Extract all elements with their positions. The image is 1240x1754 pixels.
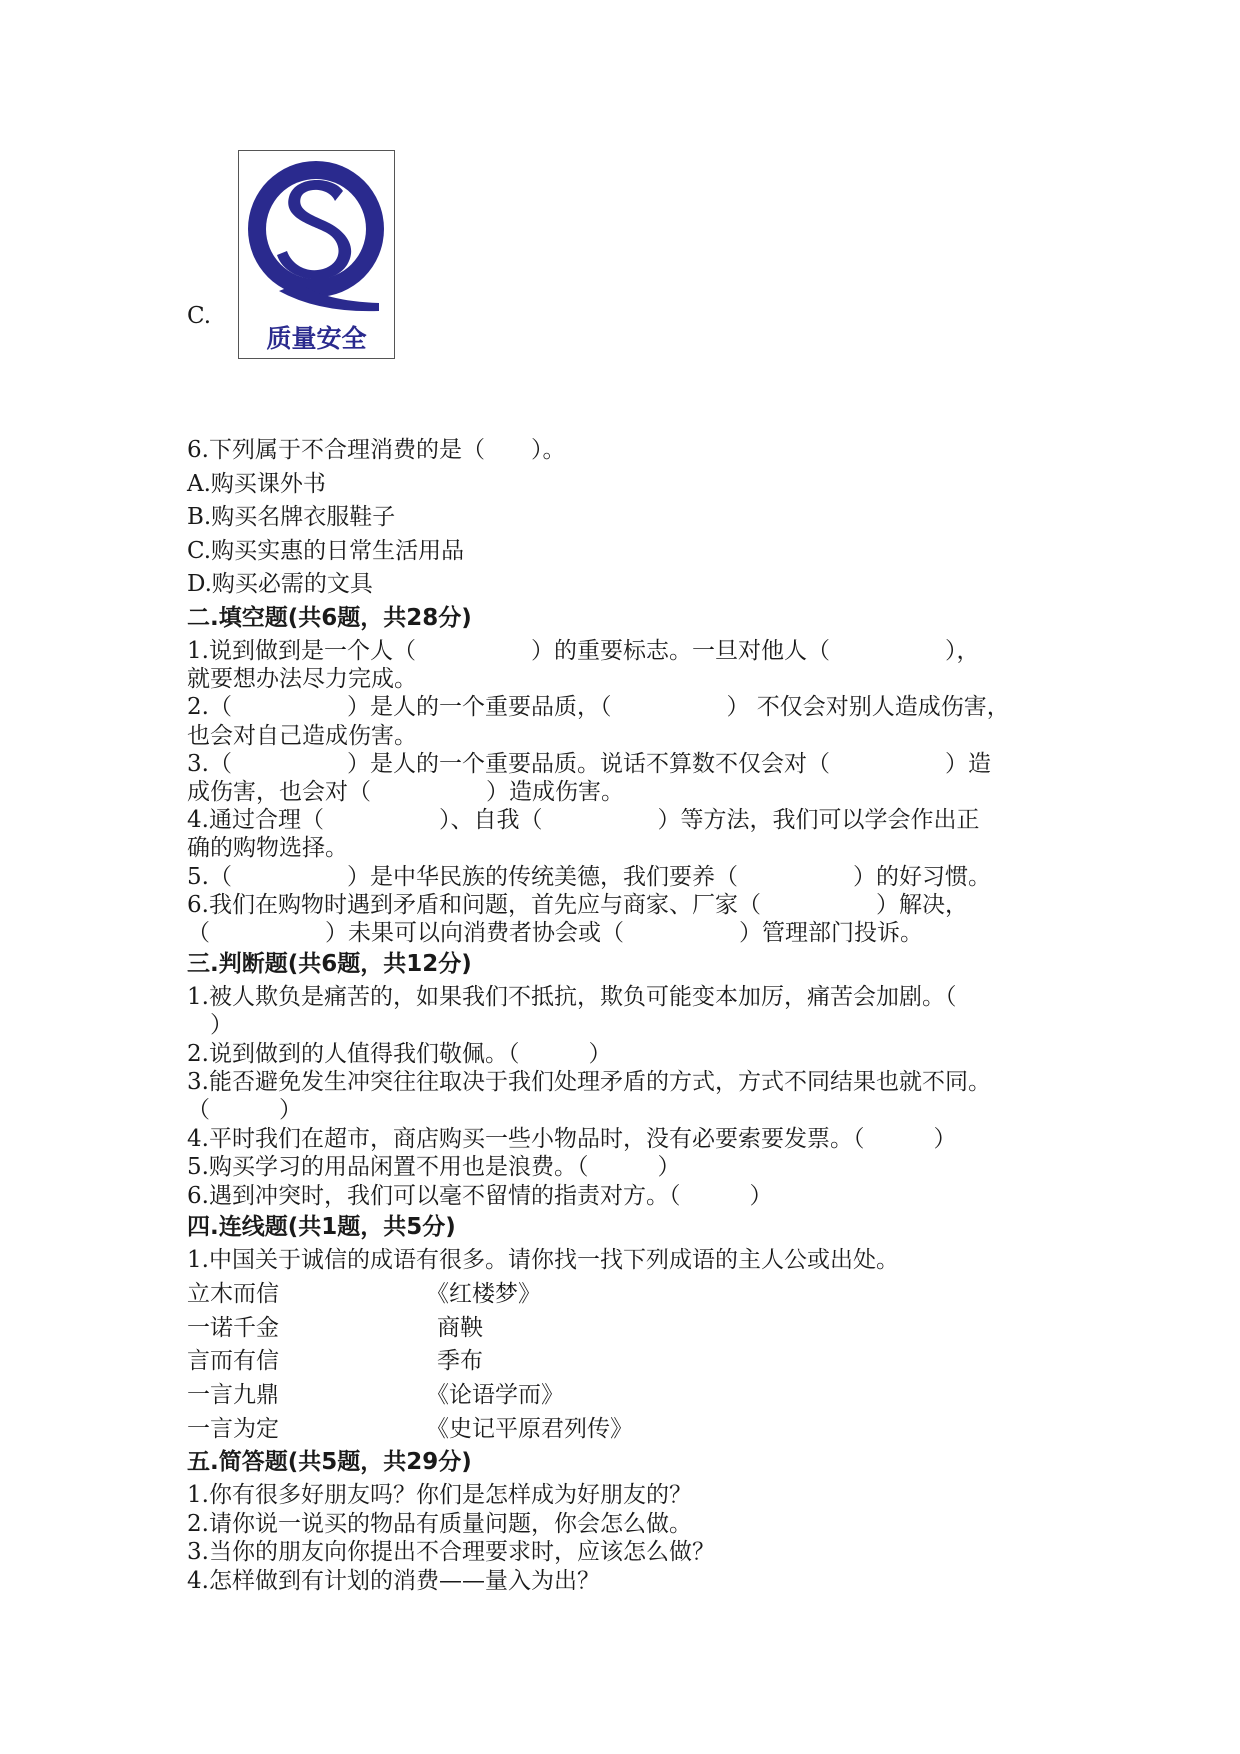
matching-left-item: 立木而信 [187,1281,279,1307]
section2-title: 二.填空题(共6题，共28分) [187,605,472,631]
section5-title: 五.简答题(共5题，共29分) [187,1449,472,1475]
section5-question: 1.你有很多好朋友吗？你们是怎样成为好朋友的？ [187,1482,692,1508]
q6-option-c: C.购买实惠的日常生活用品 [187,538,465,564]
section2-line: （ ）未果可以向消费者协会或（ ）管理部门投诉。 [187,920,923,946]
matching-right-item: 《红楼梦》 [426,1281,541,1307]
section3-line: （ ） [187,1097,302,1123]
section2-line: 3.（ ）是人的一个重要品质。说话不算数不仅会对（ ）造 [187,751,991,777]
matching-left-item: 一言九鼎 [187,1382,279,1408]
section5-question: 4.怎样做到有计划的消费——量入为出？ [187,1568,600,1594]
matching-left-item: 言而有信 [187,1348,279,1374]
section2-line: 1.说到做到是一个人（ ）的重要标志。一旦对他人（ ）， [187,638,980,664]
section4-title: 四.连线题(共1题，共5分) [187,1214,456,1240]
section2-line: 成伤害，也会对（ ）造成伤害。 [187,779,624,805]
section5-question: 2.请你说一说买的物品有质量问题，你会怎么做。 [187,1511,692,1537]
section3-line: 4.平时我们在超市，商店购买一些小物品时，没有必要索要发票。（ ） [187,1126,957,1152]
section4-intro: 1.中国关于诚信的成语有很多。请你找一找下列成语的主人公或出处。 [187,1247,899,1273]
matching-right-item: 商鞅 [437,1315,483,1341]
section3-line: ） [187,1012,233,1038]
section5-question: 3.当你的朋友向你提出不合理要求时，应该怎么做？ [187,1539,715,1565]
section2-line: 也会对自己造成伤害。 [187,723,417,749]
section2-line: 就要想办法尽力完成。 [187,666,417,692]
matching-left-item: 一诺千金 [187,1315,279,1341]
section2-line: 4.通过合理（ ）、自我（ ）等方法，我们可以学会作出正 [187,807,980,833]
q6-stem: 6.下列属于不合理消费的是（ ）。 [187,437,566,463]
section2-line: 确的购物选择。 [187,835,348,861]
q-circle-inner [266,179,366,279]
section3-line: 6.遇到冲突时，我们可以毫不留情的指责对方。（ ） [187,1183,773,1209]
section2-line: 2.（ ）是人的一个重要品质，（ ） 不仅会对别人造成伤害， [187,694,1010,720]
section3-line: 3.能否避免发生冲突往往取决于我们处理矛盾的方式，方式不同结果也就不同。 [187,1069,991,1095]
q6-option-d: D.购买必需的文具 [187,571,373,597]
q6-option-b: B.购买名牌衣服鞋子 [187,504,396,530]
section3-line: 5.购买学习的用品闲置不用也是浪费。（ ） [187,1154,681,1180]
section3-title: 三.判断题(共6题，共12分) [187,951,472,977]
option-c-label: C. [187,303,212,329]
section2-line: 5.（ ）是中华民族的传统美德，我们要养（ ）的好习惯。 [187,864,991,890]
qs-logo-caption: 质量安全 [266,324,367,353]
section2-line: 6.我们在购物时遇到矛盾和问题，首先应与商家、厂家（ ）解决， [187,892,968,918]
section3-line: 2.说到做到的人值得我们敬佩。（ ） [187,1041,612,1067]
section3-line: 1.被人欺负是痛苦的，如果我们不抵抗，欺负可能变本加厉，痛苦会加剧。（ [187,984,957,1010]
matching-left-item: 一言为定 [187,1416,279,1442]
matching-right-item: 《史记平原君列传》 [426,1416,633,1442]
qs-logo [238,150,395,359]
q6-option-a: A.购买课外书 [187,471,326,497]
matching-right-item: 季布 [437,1348,483,1374]
matching-right-item: 《论语学而》 [426,1382,564,1408]
